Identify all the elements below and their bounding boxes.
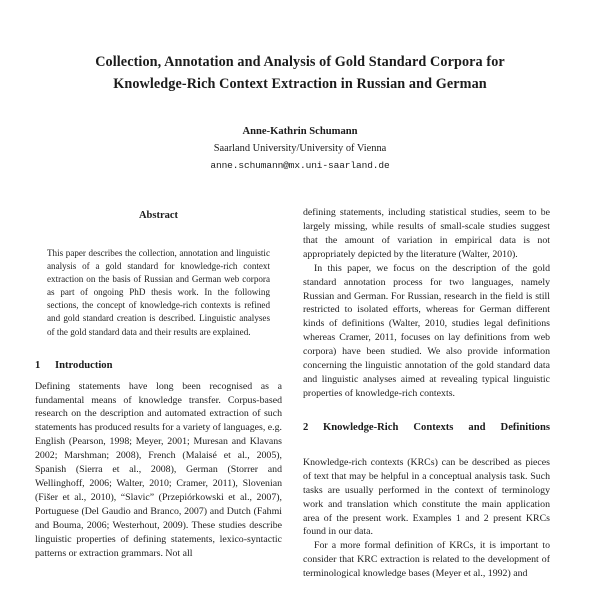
paragraph-krc-1: Knowledge-rich contexts (KRCs) can be described as pieces of text that may be helpful in a conceptual analysis task. Such tasks are usually performed in the context of terminology work and translation which constitute the main application area of the present work. Examples 1 and 2 present KRCs found in our data. xyxy=(303,456,550,538)
two-column-body xyxy=(35,206,565,600)
author-affiliation: Saarland University/University of Vienna xyxy=(213,142,387,154)
title-line-2: Knowledge-Rich Context Extraction in Russian and German xyxy=(113,75,487,92)
section-number: 2 xyxy=(303,421,309,433)
author-email: anne.schumann@mx.uni-saarland.de xyxy=(210,160,390,172)
paragraph-krc-2: For a more formal definition of KRCs, it is important to consider that KRC extraction is related to the development of terminological knowledge bases (Meyer et al., 1992) and xyxy=(303,540,550,580)
page-title xyxy=(62,52,538,95)
paragraph-intro-this-paper: In this paper, we focus on the description of the gold standard annotation process for two languages, namely Russian and German. For Russian, research in the field is still restricted to isolated efforts, whereas for German different kinds of definitions (Walter, 2010, studies legal definitions whereas Cramer, 2011, focuses on lay definitions from web corpora) have been studied. We also provide information concerning the linguistic annotation of the gold standard data and linguistic analyses aimed at revealing typical linguistic properties of knowledge-rich contexts. xyxy=(303,262,550,399)
author-name: Anne-Kathrin Schumann xyxy=(242,126,358,138)
paragraph-intro-continued: defining statements, including statistical studies, seem to be largely missing, while results of small-scale studies suggest that the amount of variation in empirical data is not appropriately depicted by the literature (Walter, 2010). xyxy=(303,207,550,260)
paragraph-introduction-1: Defining statements have long been recognised as a fundamental means of knowledge transfer. Corpus-based research on the description and automated extraction of such statements has produced results for a variety of languages, e.g. English (Pearson, 1998; Meyer, 2001; Muresan and Klavans 2002; Marshman; 2008), French (Malaisé et al., 2005), Spanish (Sierra et al., 2008), German (Storrer and Wellinghoff, 2006; Walter, 2010; Cramer, 2011), Slovenian (Fišer et al., 2010), “Slavic” (Przepiórkowski et al., 2007), Portuguese (Del Gaudio and Branco, 2007) and Dutch (Fahmi and Bouma, 2006; Westerhout, 2009). These studies describe linguistic properties of defining statements, lexico-syntactic patterns or extraction grammars. Not all xyxy=(35,380,282,559)
author-block xyxy=(62,125,538,173)
section-heading-krc xyxy=(303,421,550,449)
left-column xyxy=(35,206,282,600)
section-title: Introduction xyxy=(55,359,113,371)
abstract-heading: Abstract xyxy=(138,210,179,221)
title-block xyxy=(0,0,600,173)
abstract-text: This paper describes the collection, annotation and linguistic analysis of a gold standard for knowledge-rich context extraction on the basis of Russian and German web corpora as part of ongoing PhD thesis work. In the following sections, the concept of knowledge-rich contexts is refined and gold standard creation is described. Linguistic analyses of the gold standard data and their results are explained. xyxy=(47,248,270,337)
section-heading-introduction xyxy=(35,359,282,373)
section-title: Knowledge-Rich Contexts and Definitions xyxy=(323,421,550,433)
section-number: 1 xyxy=(35,359,41,371)
title-line-1: Collection, Annotation and Analysis of Gold Standard Corpora for xyxy=(95,54,505,70)
right-column xyxy=(303,206,550,600)
